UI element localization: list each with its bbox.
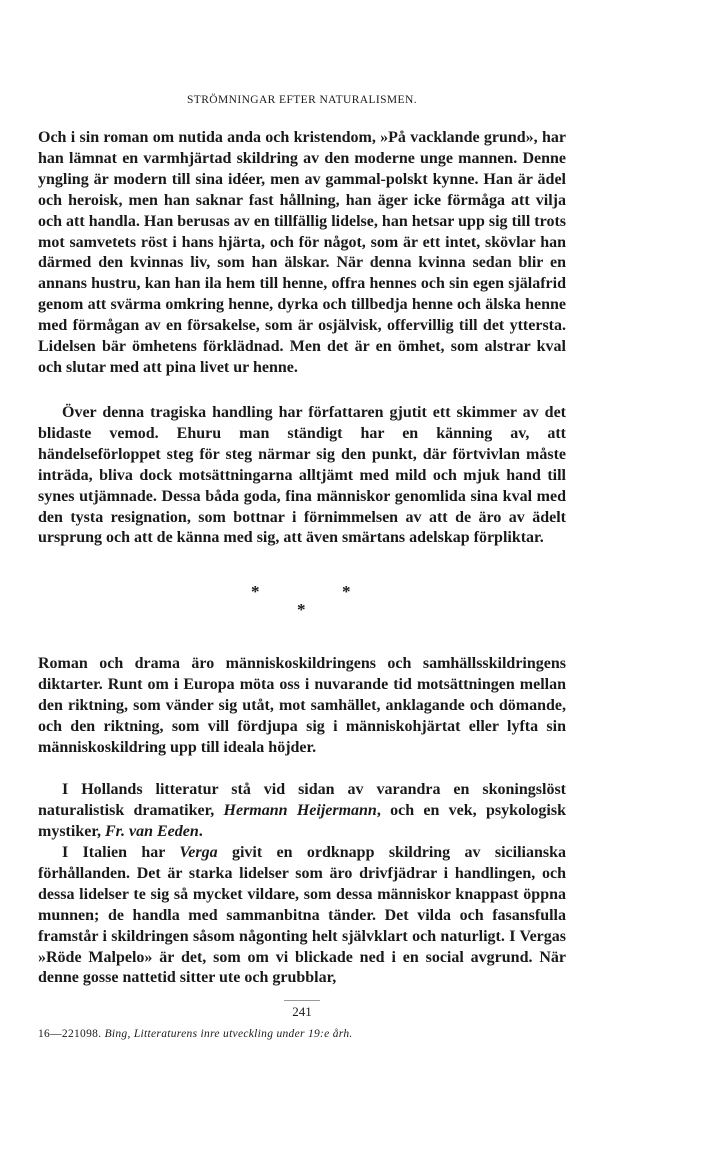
paragraph-5: [38, 843, 566, 989]
separator-star: *: [251, 582, 260, 601]
section-separator: [38, 582, 566, 622]
footnote-text: Bing, Litteraturens inre utveckling under 19:e årh.: [104, 1028, 353, 1040]
paragraph-text: .: [198, 822, 203, 840]
paragraph-text: Roman och drama äro människoskildringens och samhällsskildringens diktarter. Runt om i Europa möta oss i nuvarande tid motsättningen mellan den riktning, som vänder sig utåt, mot samhället, anklagande och dömande, och den riktning, som vill fördjupa sig i människohjärtat eller lyfta sin människoskildring upp till ideala höjder.: [38, 655, 566, 756]
separator-star: *: [342, 582, 351, 601]
footnote-code: 16—221098.: [38, 1028, 102, 1040]
paragraph-2: [38, 403, 566, 549]
author-name: Verga: [179, 844, 218, 861]
running-head: STRÖMNINGAR EFTER NATURALISMEN.: [187, 94, 417, 106]
page-number: 241: [38, 1004, 566, 1020]
paragraph-text: Över denna tragiska handling har författaren gjutit ett skimmer av det blidaste vemod. Ehuru man ständigt har en känning av, att händelseförloppet steg för steg närmar sig den punkt, där förtvivlan måste inträda, bliva dock motsättningarna alltjämt med mild och mjuk hand till synes utjämnade. Dessa båda goda, fina människor genomlida sina kval med den tysta resignation, som bottnar i förnimmelsen av att de äro av ädelt ursprung och att de känna med sig, att även smärtans adelskap förpliktar.: [38, 404, 566, 547]
author-name: Hermann Heijermann: [223, 801, 377, 819]
paragraph-text: Och i sin roman om nutida anda och kristendom, »På vacklande grund», har han lämnat en varmhjärtad skildring av den moderne unge mannen. Denne yngling är modern till sina idéer, men av gammal-polskt kynne. Han är ädel och heroisk, men han saknar fast hållning, han äger icke förmåga att vilja och att handla. Han berusas av en tillfällig lidelse, han hetsar upp sig till trots mot samvetets röst i hans hjärta, och för något, som är ett intet, skövlar han därmed den kvinnas liv, som han älskar. När denna kvinna sedan blir en annans hustru, kan han ila hem till henne, offra hennes och sin egen själafrid genom att svärma omkring henne, dyrka och tillbedja henne och älska henne med förmågan av en försakelse, som är osjälvisk, offervillig till det yttersta. Lidelsen bär ömhetens förklädnad. Men det är en ömhet, som alstrar kval och slutar med att pina livet ur henne.: [38, 129, 566, 376]
paragraph-text: givit en ordknapp skildring av sicilianska förhållanden. Det är starka lidelser som äro drivfjädrar i handlingen, och dessa lidelser te sig så mycket vildare, som dessa människor knappast öppna munnen; de handla med sammanbitna tänder. Det vilda och fasansfulla framstår i skildringen såsom någonting helt självklart och naturligt. I Vergas »Röde Malpelo» är det, som om vi blickade ned i en social avgrund. När denne gosse nattetid sitter ute och grubblar,: [38, 844, 566, 987]
paragraph-1: [38, 128, 566, 379]
paragraph-4: [38, 780, 566, 843]
author-name: Fr. van Eeden: [104, 822, 199, 840]
paragraph-3: [38, 654, 566, 759]
paragraph-text: I Italien har: [62, 844, 180, 861]
footnote: [38, 1028, 353, 1040]
paragraph-text: , och en vek, psykologisk mystiker,: [38, 801, 566, 840]
paragraph-text: I Hollands litteratur stå vid sidan av varandra en skoningslöst naturalistisk dramatiker,: [38, 781, 566, 819]
separator-star: *: [297, 600, 306, 619]
